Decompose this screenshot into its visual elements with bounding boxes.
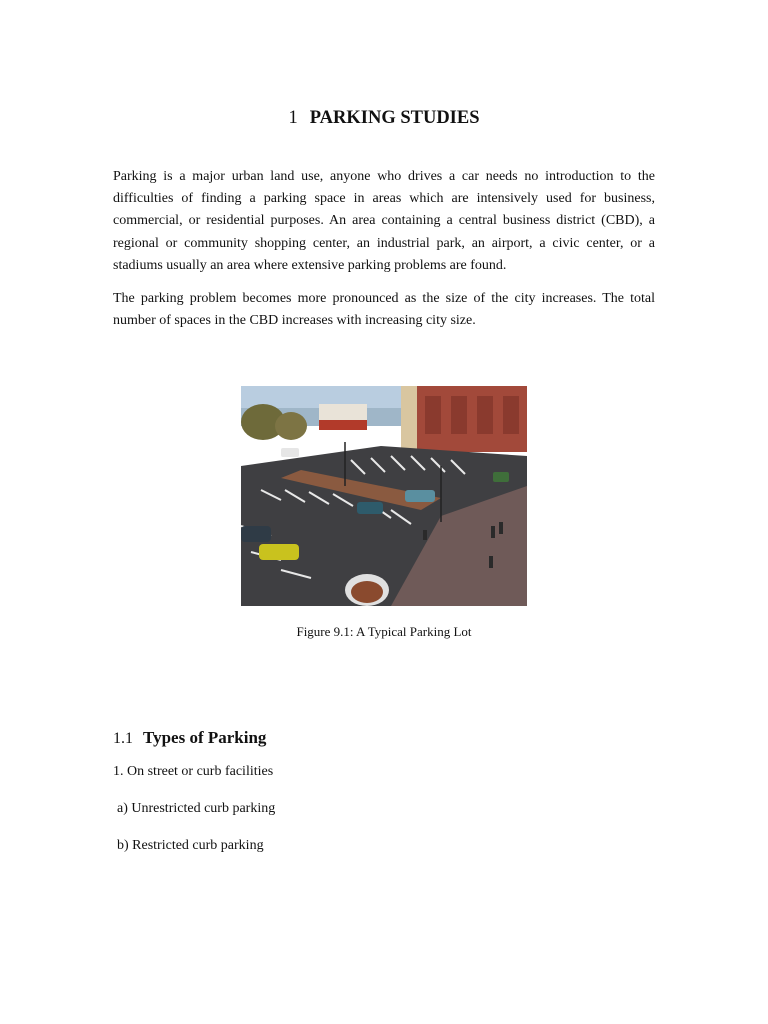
subsection-heading bbox=[113, 728, 266, 748]
list-item: 1. On street or curb facilities bbox=[113, 764, 274, 779]
subsection-title: Types of Parking bbox=[143, 728, 267, 747]
section-number: 1 bbox=[288, 108, 298, 128]
list-item: b) Restricted curb parking bbox=[117, 838, 264, 853]
subsection-number: 1.1 bbox=[113, 730, 133, 747]
section-heading bbox=[0, 108, 768, 129]
list-item: a) Unrestricted curb parking bbox=[117, 801, 276, 816]
body-paragraph: Parking is a major urban land use, anyone who drives a car needs no introduction to the difficulties of finding a parking space in areas which are intensively used for business, commercial, or residential purposes. An area containing a central business district (CBD), a regional or community shopping center, an industrial park, an airport, a civic center, or a stadiums usually an area where extensive parking problems are found. bbox=[113, 169, 655, 273]
body-paragraph: The parking problem becomes more pronounced as the size of the city increases. The total number of spaces in the CBD increases with increasing city size. bbox=[113, 291, 655, 329]
parking-lot-photo bbox=[241, 386, 527, 606]
section-title: PARKING STUDIES bbox=[309, 108, 480, 128]
figure-caption: Figure 9.1: A Typical Parking Lot bbox=[296, 624, 472, 639]
